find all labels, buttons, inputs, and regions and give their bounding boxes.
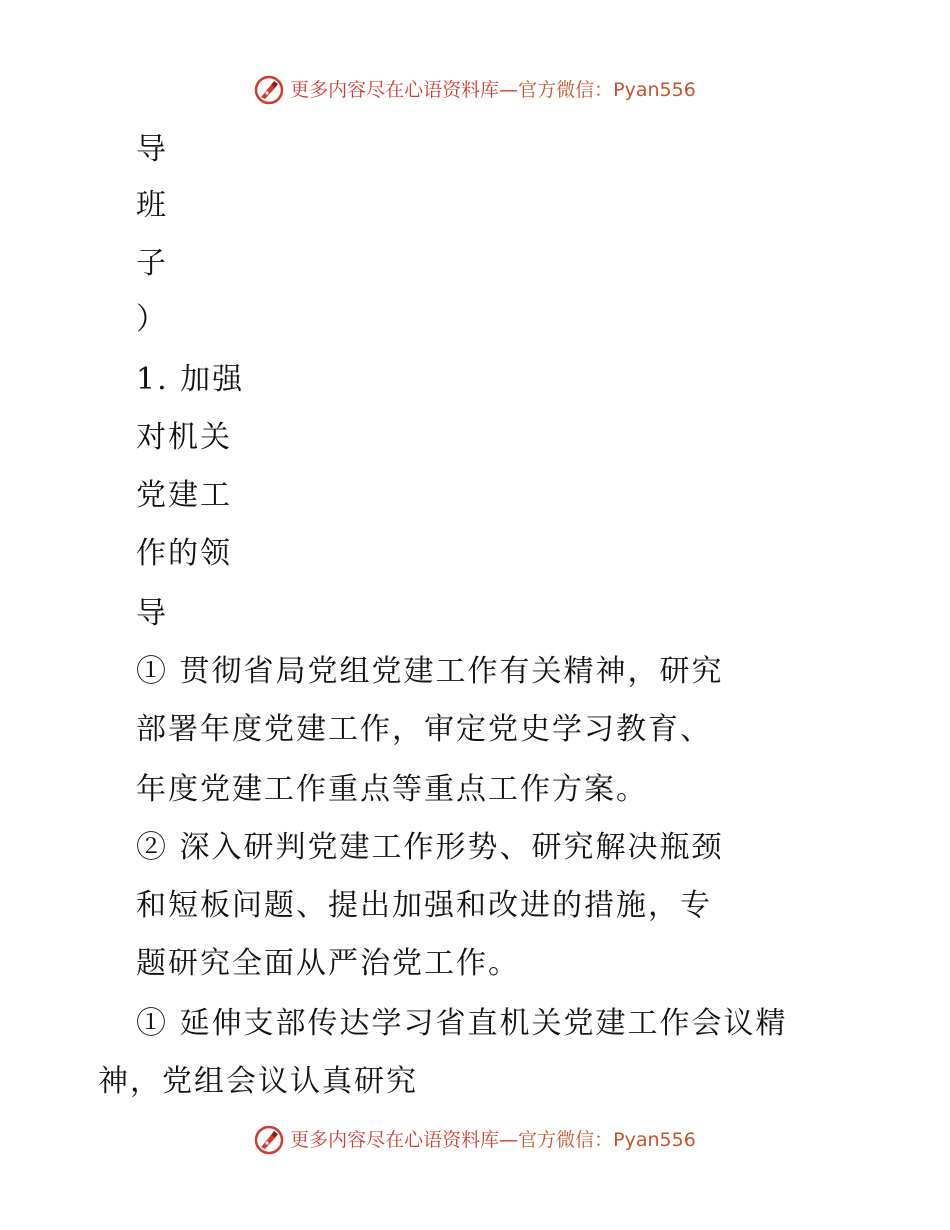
header-banner-text: [290, 78, 696, 101]
pen-nib-logo-icon: [254, 75, 284, 105]
pen-nib-logo-icon: [254, 1125, 284, 1155]
text-line: 1. 加强: [136, 362, 245, 397]
footer-banner-text: [290, 1128, 696, 1151]
header-banner-sep: —: [499, 78, 519, 101]
header-banner-tail: 官方微信：Pyan556: [518, 78, 696, 101]
text-line: 神，党组会议认真研究: [98, 1064, 418, 1099]
text-line: ② 深入研判党建工作形势、研究解决瓶颈: [136, 830, 724, 865]
header-banner: [0, 70, 950, 110]
text-line: 导: [136, 132, 168, 167]
footer-banner-sep: —: [499, 1128, 519, 1151]
footer-banner-main: 更多内容尽在心语资料库: [290, 1128, 500, 1151]
text-line: 班: [136, 188, 168, 223]
text-line: ① 延伸支部传达学习省直机关党建工作会议精: [136, 1006, 788, 1041]
text-line: 子: [136, 246, 168, 281]
text-line: ① 贯彻省局党组党建工作有关精神，研究: [136, 654, 724, 689]
text-line: 党建工: [136, 478, 232, 513]
text-line: 年度党建工作重点等重点工作方案。: [136, 772, 648, 807]
text-line: 题研究全面从严治党工作。: [136, 946, 520, 981]
text-line: 作的领: [136, 536, 232, 571]
footer-banner-tail: 官方微信：Pyan556: [518, 1128, 696, 1151]
text-line: 部署年度党建工作，审定党史学习教育、: [136, 712, 712, 747]
text-line: 对机关: [136, 420, 232, 455]
text-line: ）: [136, 302, 168, 337]
footer-banner: [0, 1120, 950, 1160]
header-banner-main: 更多内容尽在心语资料库: [290, 78, 500, 101]
text-line: 和短板问题、提出加强和改进的措施，专: [136, 888, 712, 923]
text-line: 导: [136, 596, 168, 631]
